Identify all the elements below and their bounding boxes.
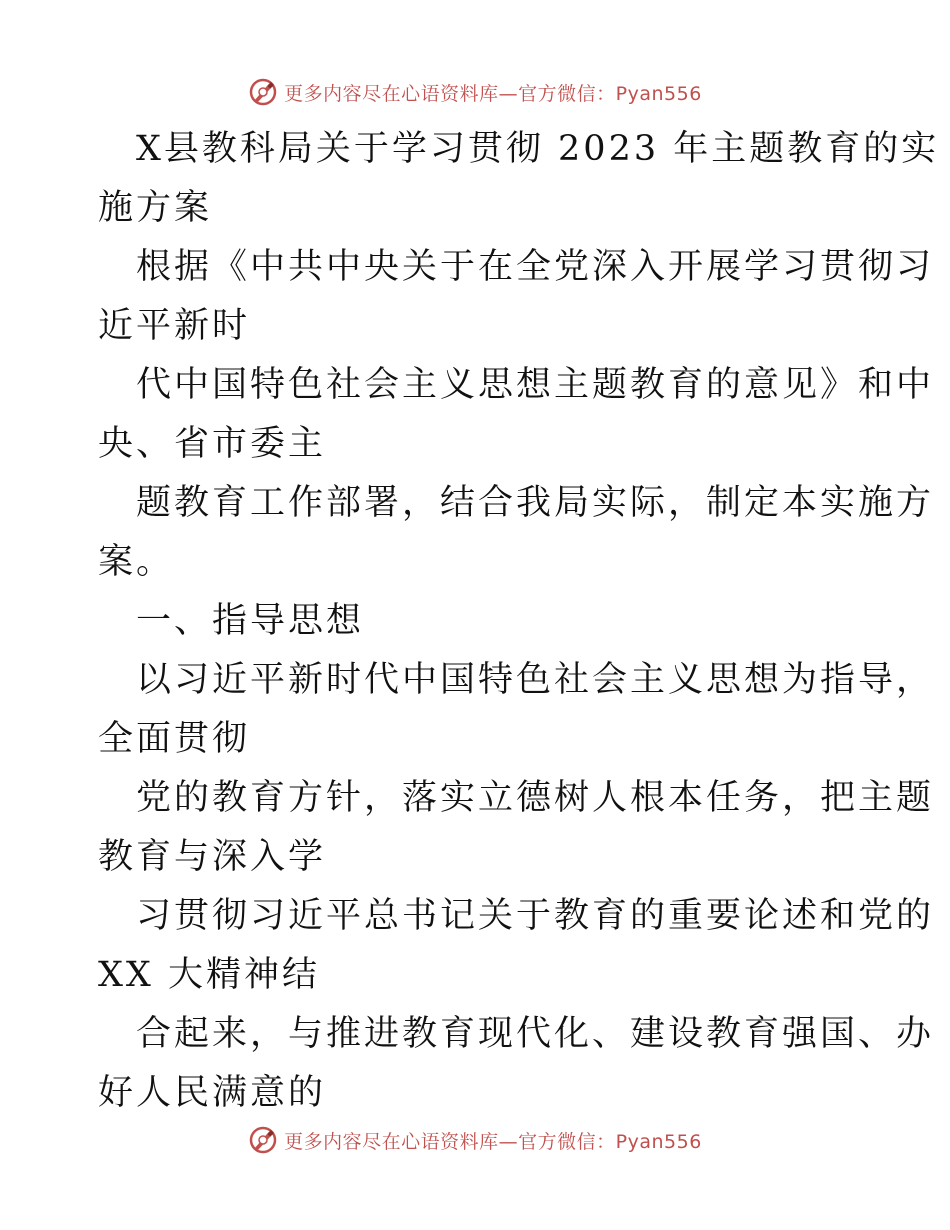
document-line: 全面贯彻 bbox=[98, 719, 251, 759]
document-line: 央、省市委主 bbox=[98, 424, 327, 464]
document-line: XX 大精神结 bbox=[98, 955, 320, 995]
document-line: 以习近平新时代中国特色社会主义思想为指导， bbox=[136, 660, 935, 700]
document-line: 施方案 bbox=[98, 188, 213, 228]
document-body bbox=[98, 120, 940, 1123]
document-line: 案。 bbox=[98, 542, 175, 582]
document-line: X县教科局关于学习贯彻 2023 年主题教育的实 bbox=[136, 129, 940, 169]
pen-logo-icon bbox=[248, 1125, 278, 1155]
document-line: 好人民满意的 bbox=[98, 1073, 327, 1113]
document-line: 合起来，与推进教育现代化、建设教育强国、办 bbox=[136, 1014, 935, 1054]
document-line: 一、指导思想 bbox=[136, 601, 365, 641]
document-line: 党的教育方针，落实立德树人根本任务，把主题 bbox=[136, 778, 935, 818]
document-line: 根据《中共中央关于在全党深入开展学习贯彻习 bbox=[136, 247, 935, 287]
footer-watermark bbox=[0, 1120, 950, 1160]
watermark-text: 更多内容尽在心语资料库—官方微信：Pyan556 bbox=[284, 82, 702, 105]
document-line: 题教育工作部署，结合我局实际，制定本实施方 bbox=[136, 483, 935, 523]
document-line: 教育与深入学 bbox=[98, 837, 327, 877]
document-line: 代中国特色社会主义思想主题教育的意见》和中 bbox=[136, 365, 935, 405]
document-line: 近平新时 bbox=[98, 306, 251, 346]
document-line: 习贯彻习近平总书记关于教育的重要论述和党的 bbox=[136, 896, 935, 936]
watermark-text: 更多内容尽在心语资料库—官方微信：Pyan556 bbox=[284, 1130, 702, 1153]
pen-logo-icon bbox=[248, 77, 278, 107]
header-watermark bbox=[0, 72, 950, 112]
